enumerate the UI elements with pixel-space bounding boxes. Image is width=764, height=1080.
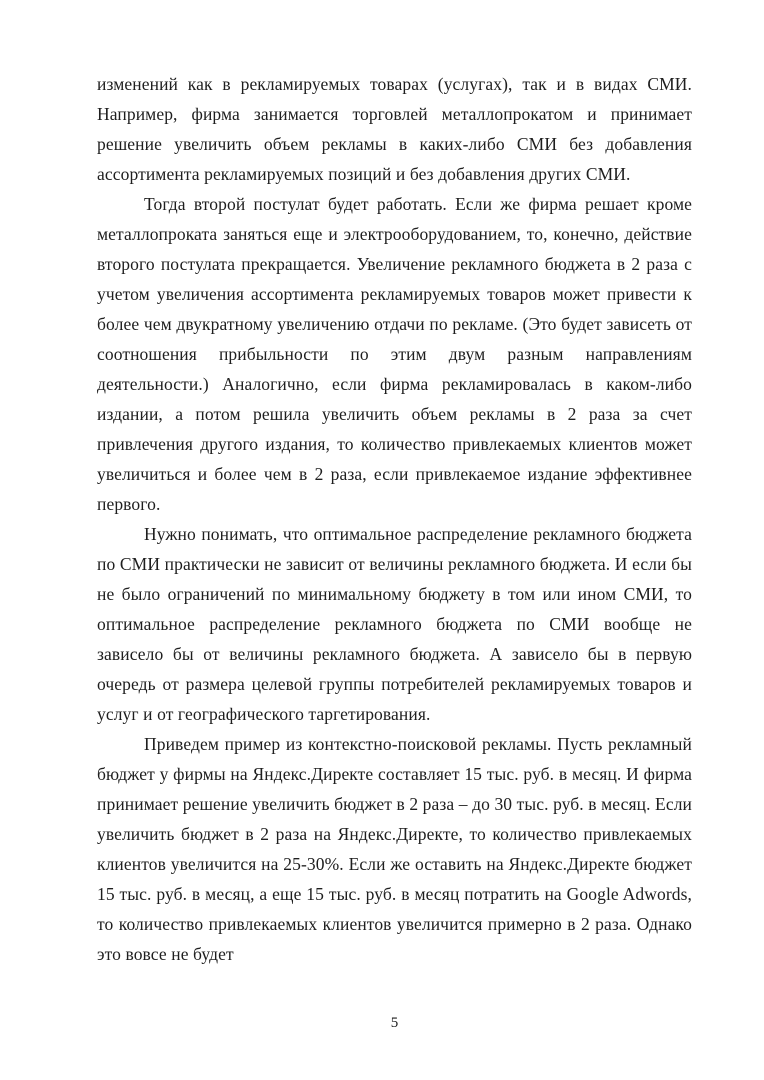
page-footer bbox=[97, 1012, 692, 1034]
body-text bbox=[97, 69, 692, 969]
paragraph: Приведем пример из контекстно-поисковой рекламы. Пусть рекламный бюджет у фирмы на Яндекс.Директе составляет 15 тыс. руб. в месяц. И фирма принимает решение увеличить бюджет в 2 раза – до 30 тыс. руб. в месяц. Если увеличить бюджет в 2 раза на Яндекс.Директе, то количество привлекаемых клиентов увеличится на 25-30%. Если же оставить на Яндекс.Директе бюджет 15 тыс. руб. в месяц, а еще 15 тыс. руб. в месяц потратить на Google Adwords, то количество привлекаемых клиентов увеличится примерно в 2 раза. Однако это вовсе не будет bbox=[97, 734, 692, 964]
paragraph: Тогда второй постулат будет работать. Если же фирма решает кроме металлопроката заняться еще и электрооборудованием, то, конечно, действие второго постулата прекращается. Увеличение рекламного бюджета в 2 раза с учетом увеличения ассортимента рекламируемых товаров может привести к более чем двукратному увеличению отдачи по рекламе. (Это будет зависеть от соотношения прибыльности по этим двум разным направлениям деятельности.) Аналогично, если фирма рекламировалась в каком-либо издании, а потом решила увеличить объем рекламы в 2 раза за счет привлечения другого издания, то количество привлекаемых клиентов может увеличиться и более чем в 2 раза, если привлекаемое издание эффективнее первого. bbox=[97, 194, 692, 514]
paragraph: Нужно понимать, что оптимальное распределение рекламного бюджета по СМИ практически не зависит от величины рекламного бюджета. И если бы не было ограничений по минимальному бюджету в том или ином СМИ, то оптимальное распределение рекламного бюджета по СМИ вообще не зависело бы от величины рекламного бюджета. А зависело бы в первую очередь от размера целевой группы потребителей рекламируемых товаров и услуг и от географического таргетирования. bbox=[97, 524, 692, 724]
page-number: 5 bbox=[390, 1015, 399, 1031]
paragraph: изменений как в рекламируемых товарах (услугах), так и в видах СМИ. Например, фирма занимается торговлей металлопрокатом и принимает решение увеличить объем рекламы в каких-либо СМИ без добавления ассортимента рекламируемых позиций и без добавления других СМИ. bbox=[97, 74, 692, 184]
